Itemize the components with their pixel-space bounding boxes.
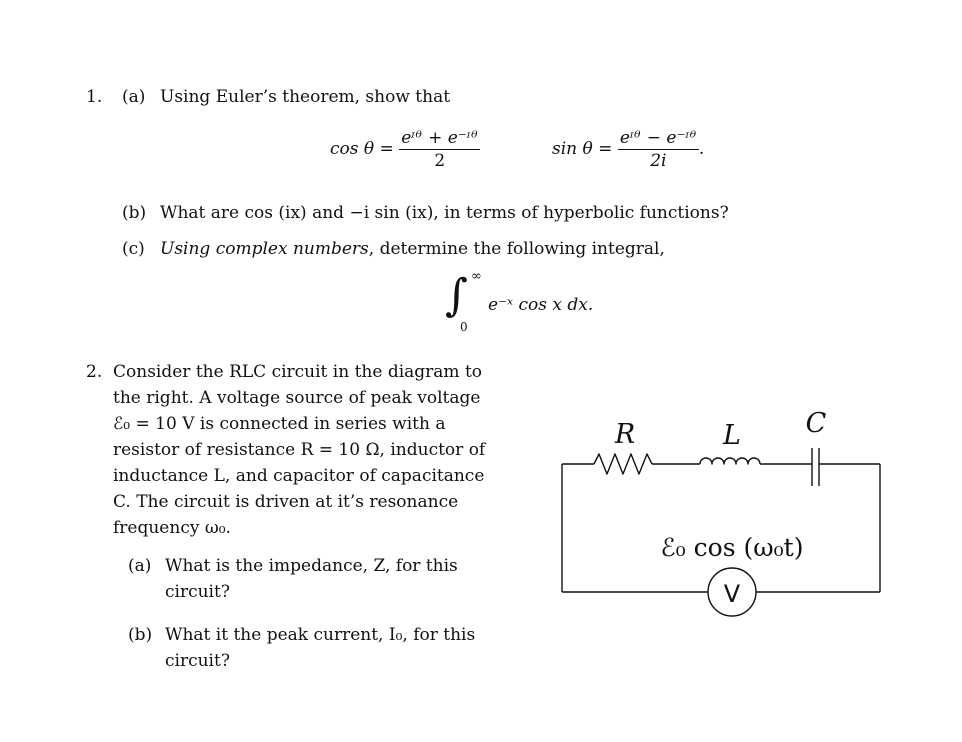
cos-lhs: cos θ = [330,139,394,159]
q2-intro-line: resistor of resistance R = 10 Ω, inductor of [113,440,486,460]
sin-numerator: eᶦᶿ − e⁻ᶦᶿ [619,128,697,148]
integral-sign: ∫ [445,270,468,321]
q1b-text: What are cos (ix) and −i sin (ix), in terms of hyperbolic functions? [160,203,729,223]
inductor-symbol [700,458,760,464]
q2-number: 2. [86,362,103,382]
resistor-label: R [614,419,636,450]
source-label: ℰ₀ cos (ω₀t) [660,533,804,562]
sin-trailing-period: . [698,139,705,159]
voltmeter-label: V [723,580,741,608]
integral-body: e⁻ˣ cos x dx. [488,295,594,315]
q2a-label: (a) [128,556,152,576]
integral-upper-limit: ∞ [471,269,482,284]
q2-intro-line: ℰ₀ = 10 V is connected in series with a [113,414,446,434]
q1c-text-rest: , determine the following integral, [368,239,665,259]
q2b-line: circuit? [165,651,230,671]
q2-intro-line: the right. A voltage source of peak voltage [113,388,481,408]
cos-numerator: eᶦᶿ + e⁻ᶦᶿ [401,128,479,148]
integral-lower-limit: 0 [460,320,468,334]
resistor-symbol [594,454,652,474]
q1a-label: (a) [122,87,146,107]
q2-intro-line: frequency ω₀. [113,518,231,538]
q1a-text: Using Euler’s theorem, show that [160,87,451,107]
q1b-label: (b) [122,203,147,223]
q2a-line: circuit? [165,582,230,602]
q1c-text-italic: Using complex numbers [160,239,369,259]
q1-number: 1. [86,87,103,107]
sin-denominator: 2i [650,151,667,171]
q2a-line: What is the impedance, Z, for this [165,556,458,576]
q2b-label: (b) [128,625,153,645]
q2-intro-line: Consider the RLC circuit in the diagram to [113,362,483,382]
inductor-label: L [723,420,741,451]
q2-intro-line: inductance L, and capacitor of capacitance [113,466,485,486]
q1c-label: (c) [122,239,145,259]
cos-denominator: 2 [434,151,446,171]
q2-intro-line: C. The circuit is driven at it’s resonance [113,492,459,512]
q2b-line: What it the peak current, I₀, for this [165,625,476,645]
capacitor-label: C [805,408,827,439]
sin-lhs: sin θ = [552,139,613,159]
